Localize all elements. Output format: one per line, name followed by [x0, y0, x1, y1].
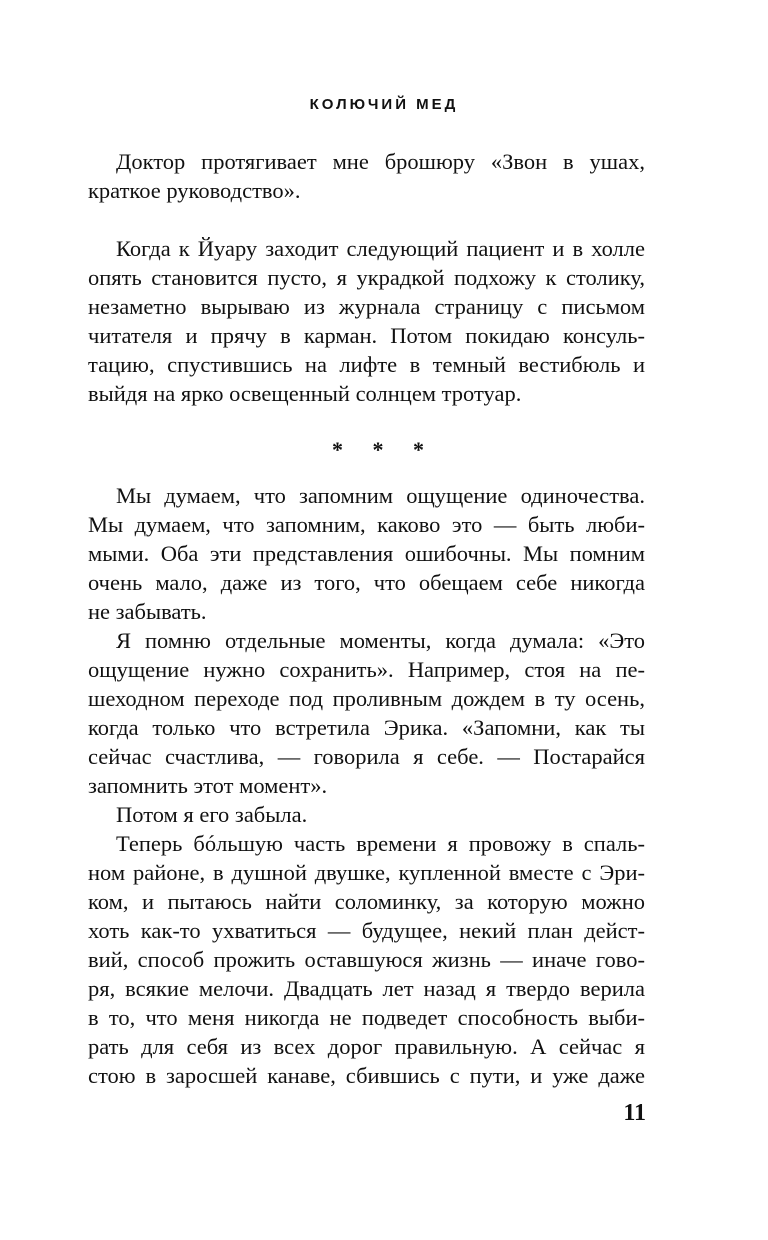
text-line: Доктор протягивает мне брошюру «Звон в ушах,	[116, 149, 645, 174]
text-line: сейчас счастлива, — говорила я себе. — Постарайся	[88, 744, 645, 769]
text-line: не забывать.	[88, 599, 207, 624]
text-line: опять становится пусто, я украдкой подхожу к столику,	[88, 265, 645, 290]
text-line: выйдя на ярко освещенный солнцем тротуар.	[88, 381, 522, 406]
text-line: стою в заросшей канаве, сбившись с пути, и уже даже	[88, 1063, 645, 1088]
text-line: рать для себя из всех дорог правильную. А сейчас я	[88, 1034, 645, 1059]
text-line: хоть как-то ухватиться — будущее, некий план дейст-	[88, 918, 645, 943]
text-line: мыми. Оба эти представления ошибочны. Мы помним	[88, 541, 645, 566]
text-line: когда только что встретила Эрика. «Запомни, как ты	[88, 715, 645, 740]
text-line: Мы думаем, что запомним, каково это — быть люби-	[88, 512, 645, 537]
text-line: читателя и прячу в карман. Потом покидаю консуль-	[88, 323, 645, 348]
section-separator: * * *	[332, 437, 436, 462]
text-line: краткое руководство».	[88, 178, 301, 203]
page-number: 11	[623, 1100, 646, 1126]
text-line: незаметно вырываю из журнала страницу с письмом	[88, 294, 645, 319]
text-line: тацию, спустившись на лифте в темный вестибюль и	[88, 352, 645, 377]
text-line: Потом я его забыла.	[116, 802, 308, 827]
text-line: ря, всякие мелочи. Двадцать лет назад я твердо верила	[88, 976, 645, 1001]
text-line: ощущение нужно сохранить». Например, стоя на пе-	[88, 657, 645, 682]
text-line: очень мало, даже из того, что обещаем себе никогда	[88, 570, 645, 595]
text-line: Теперь бóльшую часть времени я провожу в спаль-	[116, 831, 645, 856]
text-line: Когда к Йуару заходит следующий пациент и в холле	[116, 236, 645, 261]
text-line: ком, и пытаюсь найти соломинку, за которую можно	[88, 889, 645, 914]
text-line: Я помню отдельные моменты, когда думала: «Это	[116, 628, 645, 653]
running-head: КОЛЮЧИЙ МЕД	[309, 96, 459, 113]
text-line: ном районе, в душной двушке, купленной вместе с Эри-	[88, 860, 645, 885]
text-line: Мы думаем, что запомним ощущение одиночества.	[116, 483, 645, 508]
text-line: шеходном переходе под проливным дождем в ту осень,	[88, 686, 645, 711]
text-line: вий, способ прожить оставшуюся жизнь — иначе гово-	[88, 947, 645, 972]
text-line: в то, что меня никогда не подведет способность выби-	[88, 1005, 645, 1030]
text-line: запомнить этот момент».	[88, 773, 328, 798]
